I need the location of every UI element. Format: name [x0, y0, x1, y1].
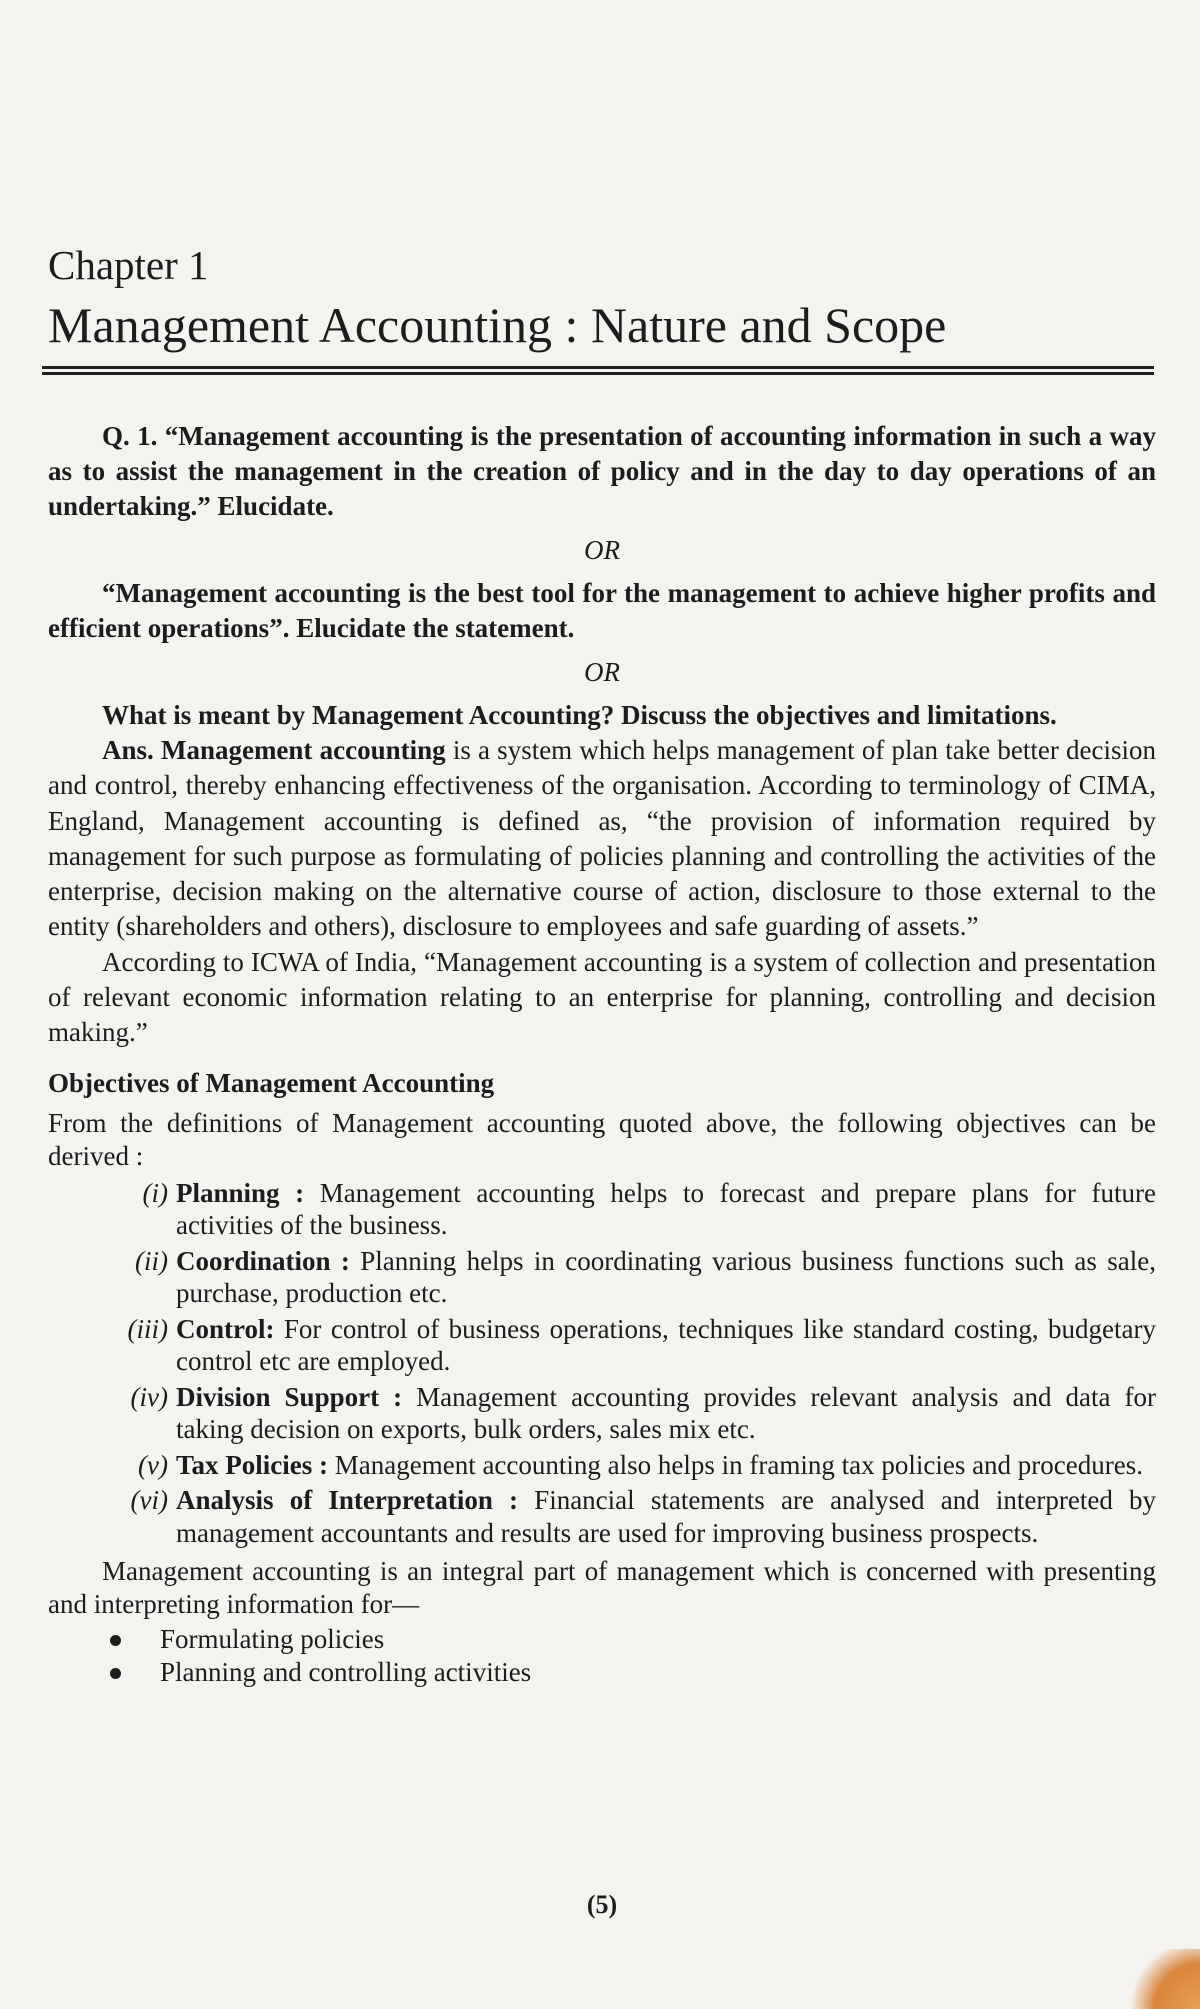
objective-text: Management accounting helps to forecast and prepare plans for future activities of the business.	[176, 1177, 1156, 1241]
objective-text: Management accounting provides relevant analysis and data for taking decision on exports, bulk orders, sales mix etc.	[176, 1381, 1156, 1445]
objective-number: (vi)	[130, 1485, 168, 1516]
closing-paragraph: Management accounting is an integral part of management which is concerned with presenting and interpreting information for—	[48, 1556, 1156, 1620]
objective-number: (iv)	[130, 1381, 168, 1412]
question-3: What is meant by Management Accounting? Discuss the objectives and limitations.	[102, 700, 1057, 730]
objective-item	[48, 1313, 1156, 1378]
objective-number: (v)	[138, 1449, 168, 1480]
bullet-item	[48, 1623, 1156, 1656]
objectives-intro: From the definitions of Management accounting quoted above, the following objectives can be derived :	[48, 1107, 1156, 1171]
objectives-list	[48, 1177, 1156, 1550]
chapter-title: Management Accounting : Nature and Scope	[48, 297, 947, 353]
objective-number: (i)	[142, 1177, 168, 1208]
question-2: “Management accounting is the best tool for the management to achieve higher profits and efficient operations”. Elucidate the statement.	[48, 578, 1156, 643]
or-separator-1: OR	[584, 535, 620, 565]
objective-term: Division Support :	[176, 1381, 403, 1412]
objectives-heading: Objectives of Management Accounting	[48, 1067, 495, 1098]
objective-term: Planning :	[176, 1177, 305, 1208]
answer-paragraph-1	[48, 733, 1156, 945]
bullet-dot-icon	[110, 1635, 121, 1646]
objective-term: Analysis of Interpretation :	[176, 1485, 519, 1516]
objective-number: (iii)	[127, 1313, 168, 1344]
objective-item	[48, 1381, 1156, 1446]
title-double-rule	[42, 366, 1154, 375]
objective-term: Coordination :	[176, 1245, 350, 1276]
objective-item	[48, 1245, 1156, 1310]
answer-paragraph-2: According to ICWA of India, “Management accounting is a system of collection and presentation of relevant economic information relating to an enterprise for planning, controlling and decision making.”	[48, 946, 1156, 1048]
objective-term: Tax Policies :	[176, 1449, 328, 1480]
objective-item	[48, 1449, 1156, 1482]
bullet-dot-icon	[110, 1668, 121, 1679]
objective-text: For control of business operations, techniques like standard costing, budgetary control etc are employed.	[176, 1313, 1156, 1377]
objective-number: (ii)	[135, 1245, 168, 1276]
bullet-text: Formulating policies	[160, 1624, 385, 1655]
thumb-corner-mark	[1120, 1949, 1200, 2009]
objective-text: Planning helps in coordinating various business functions such as sale, purchase, production etc.	[176, 1245, 1156, 1309]
answer-text: is a system which helps management of plan take better decision and control, thereby enhancing effectiveness of the organisation. According to terminology of CIMA, England, Management accounting is defined as, “the provision of information required by management for such purpose as formulating of policies planning and controlling the activities of the enterprise, decision making on the alternative course of action, disclosure to those external to the entity (shareholders and others), disclosure to employees and safe guarding of assets.”	[48, 735, 1156, 942]
objective-item	[48, 1177, 1156, 1242]
book-page	[48, 240, 1156, 1980]
objective-item	[48, 1484, 1156, 1549]
objective-text: Financial statements are analysed and interpreted by management accountants and results are used for improving business prospects.	[176, 1485, 1156, 1548]
objective-text: Management accounting also helps in framing tax policies and procedures.	[328, 1449, 1143, 1480]
chapter-label: Chapter 1	[48, 242, 209, 288]
question-1: Q. 1. “Management accounting is the presentation of accounting information in such a way as to assist the management in the creation of policy and in the day to day operations of an undertaking.” Elucidate.	[48, 421, 1156, 521]
or-separator-2: OR	[584, 657, 620, 687]
bullet-list	[48, 1623, 1156, 1689]
page-number: (5)	[586, 1890, 618, 1919]
answer-lead: Ans. Management accounting	[102, 735, 446, 765]
objective-term: Control:	[176, 1313, 275, 1344]
bullet-item	[48, 1656, 1156, 1689]
bullet-text: Planning and controlling activities	[160, 1657, 532, 1688]
